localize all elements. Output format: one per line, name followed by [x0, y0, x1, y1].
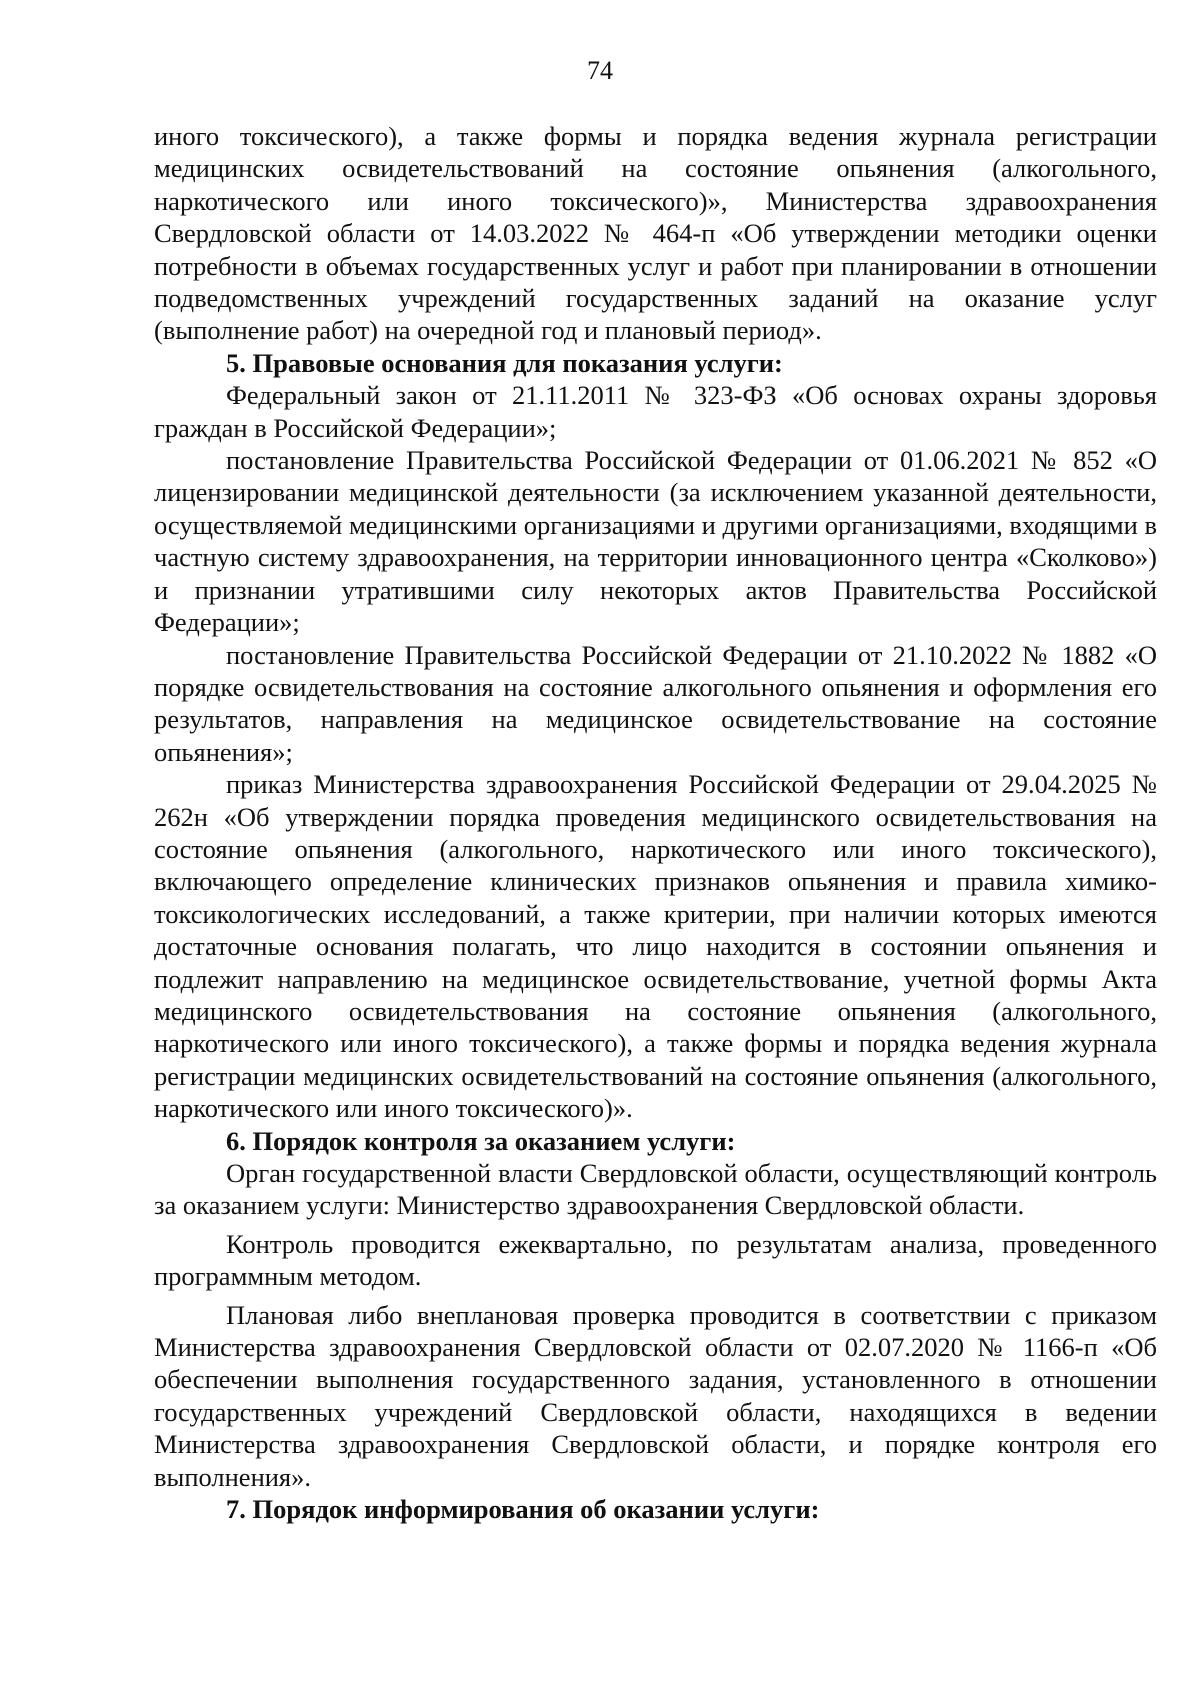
- page-number: 74: [587, 56, 613, 85]
- paragraph-control-authority: Орган государственной власти Свердловской области, осуществляющий контроль за оказанием услуги: Министерство здравоохранения Свердловской области.: [154, 1158, 1157, 1221]
- paragraph-order-262n: приказ Министерства здравоохранения Российской Федерации от 29.04.2025 № 262н «Об утверждении порядка проведения медицинского освидетельствования на состояние опьянения (алкогольного, наркотического или иного токсического), включающего определение клинических признаков опьянения и правила химико-токсикологических исследований, а также критерии, при наличии которых имеются достаточные основания полагать, что лицо находится в состоянии опьянения и подлежит направлению на медицинское освидетельствование, учетной формы Акта медицинского освидетельствования на состояние опьянения (алкогольного, наркотического или иного токсического), а также формы и порядка ведения журнала регистрации медицинских освидетельствований на состояние опьянения (алкогольного, наркотического или иного токсического)».: [154, 769, 1157, 1124]
- paragraph-resolution-852: постановление Правительства Российской Федерации от 01.06.2021 № 852 «О лицензировании медицинской деятельности (за исключением указанной деятельности, осуществляемой медицинскими организациями и другими организациями, входящими в частную систему здравоохранения, на территории инновационного центра «Сколково») и признании утратившими силу некоторых актов Правительства Российской Федерации»;: [154, 445, 1157, 638]
- paragraph-inspection-order: Плановая либо внеплановая проверка проводится в соответствии с приказом Министерства здравоохранения Свердловской области от 02.07.2020 № 1166-п «Об обеспечении выполнения государственного задания, установленного в отношении государственных учреждений Свердловской области, находящихся в ведении Министерства здравоохранения Свердловской области, и порядке контроля его выполнения».: [154, 1299, 1157, 1492]
- paragraph-federal-law: Федеральный закон от 21.11.2011 № 323-ФЗ «Об основах охраны здоровья граждан в Российской Федерации»;: [154, 380, 1157, 443]
- section-heading-legal-basis: 5. Правовые основания для показания услуги:: [226, 347, 783, 378]
- paragraph-control-frequency: Контроль проводится ежеквартально, по результатам анализа, проведенного программным методом.: [154, 1228, 1157, 1292]
- document-body: [154, 120, 1157, 1525]
- section-heading-informing: 7. Порядок информирования об оказании услуги:: [226, 1494, 820, 1525]
- paragraph-resolution-1882: постановление Правительства Российской Федерации от 21.10.2022 № 1882 «О порядке освидетельствования на состояние алкогольного опьянения и оформления его результатов, направления на медицинское освидетельствование на состояние опьянения»;: [154, 639, 1157, 767]
- section-heading-control: 6. Порядок контроля за оказанием услуги:: [226, 1125, 736, 1156]
- paragraph-continuation: иного токсического), а также формы и порядка ведения журнала регистрации медицинских освидетельствований на состояние опьянения (алкогольного, наркотического или иного токсического)», Министерства здравоохранения Свердловской области от 14.03.2022 № 464-п «Об утверждении методики оценки потребности в объемах государственных услуг и работ при планировании в отношении подведомственных учреждений государственных заданий на оказание услуг (выполнение работ) на очередной год и плановый период».: [154, 121, 1157, 346]
